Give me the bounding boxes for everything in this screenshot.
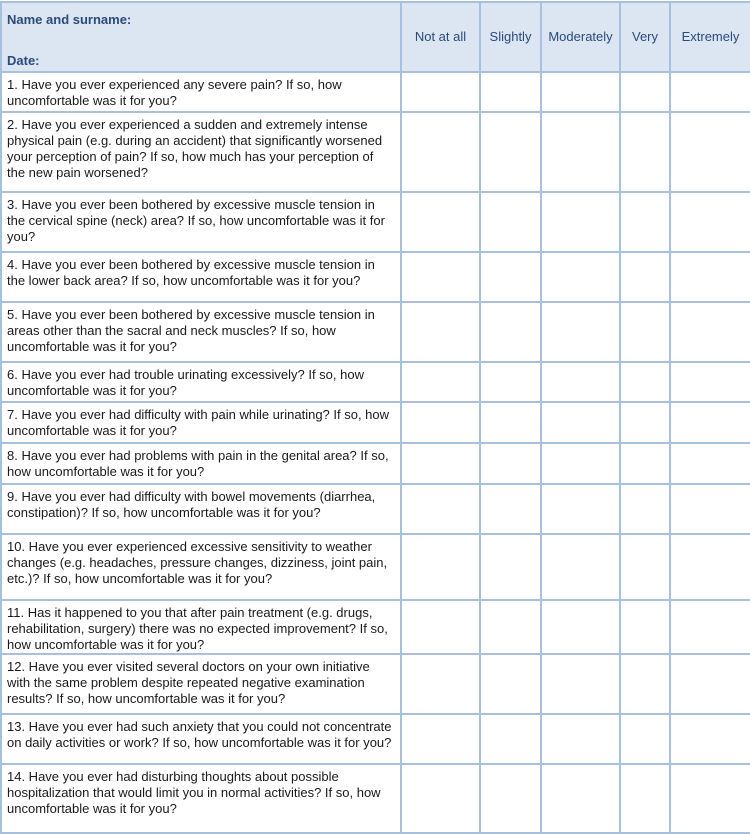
column-very: Very (620, 2, 670, 72)
question-row (1, 72, 750, 112)
answer-cell-slightly[interactable] (480, 654, 541, 714)
answer-cell-very[interactable] (620, 72, 670, 112)
answer-cell-moderately[interactable] (541, 534, 620, 600)
answer-cell-extremely[interactable] (670, 764, 750, 833)
answer-cell-moderately[interactable] (541, 402, 620, 443)
answer-cell-extremely[interactable] (670, 600, 750, 654)
questionnaire-table (0, 1, 750, 834)
answer-cell-slightly[interactable] (480, 72, 541, 112)
date-label: Date: (7, 53, 40, 68)
answer-cell-not-at-all[interactable] (401, 600, 480, 654)
answer-cell-slightly[interactable] (480, 192, 541, 252)
name-date-cell[interactable] (1, 2, 401, 72)
question-text: 13. Have you ever had such anxiety that you could not concentrate on daily activities or work? If so, how uncomfortable was it for you? (1, 714, 401, 764)
answer-cell-extremely[interactable] (670, 534, 750, 600)
answer-cell-very[interactable] (620, 362, 670, 402)
answer-cell-slightly[interactable] (480, 484, 541, 534)
question-text: 1. Have you ever experienced any severe pain? If so, how uncomfortable was it for you? (1, 72, 401, 112)
question-row (1, 764, 750, 833)
answer-cell-moderately[interactable] (541, 362, 620, 402)
answer-cell-slightly[interactable] (480, 252, 541, 302)
answer-cell-not-at-all[interactable] (401, 252, 480, 302)
answer-cell-not-at-all[interactable] (401, 534, 480, 600)
answer-cell-very[interactable] (620, 600, 670, 654)
answer-cell-not-at-all[interactable] (401, 302, 480, 362)
question-text: 5. Have you ever been bothered by excessive muscle tension in areas other than the sacral and neck muscles? If so, how uncomfortable was it for you? (1, 302, 401, 362)
answer-cell-extremely[interactable] (670, 72, 750, 112)
answer-cell-slightly[interactable] (480, 534, 541, 600)
question-row (1, 443, 750, 484)
answer-cell-very[interactable] (620, 112, 670, 192)
answer-cell-very[interactable] (620, 443, 670, 484)
question-text: 7. Have you ever had difficulty with pain while urinating? If so, how uncomfortable was it for you? (1, 402, 401, 443)
question-row (1, 192, 750, 252)
answer-cell-slightly[interactable] (480, 600, 541, 654)
question-text: 12. Have you ever visited several doctors on your own initiative with the same problem despite repeated negative examination results? If so, how uncomfortable was it for you? (1, 654, 401, 714)
answer-cell-moderately[interactable] (541, 764, 620, 833)
question-row (1, 600, 750, 654)
answer-cell-very[interactable] (620, 714, 670, 764)
answer-cell-moderately[interactable] (541, 112, 620, 192)
answer-cell-not-at-all[interactable] (401, 654, 480, 714)
question-text: 6. Have you ever had trouble urinating excessively? If so, how uncomfortable was it for you? (1, 362, 401, 402)
answer-cell-moderately[interactable] (541, 600, 620, 654)
column-slightly: Slightly (480, 2, 541, 72)
answer-cell-not-at-all[interactable] (401, 443, 480, 484)
answer-cell-not-at-all[interactable] (401, 72, 480, 112)
question-row (1, 484, 750, 534)
question-text: 8. Have you ever had problems with pain in the genital area? If so, how uncomfortable was it for you? (1, 443, 401, 484)
question-row (1, 402, 750, 443)
answer-cell-slightly[interactable] (480, 302, 541, 362)
answer-cell-moderately[interactable] (541, 302, 620, 362)
question-row (1, 252, 750, 302)
answer-cell-slightly[interactable] (480, 443, 541, 484)
name-label: Name and surname: (7, 12, 132, 27)
answer-cell-extremely[interactable] (670, 443, 750, 484)
answer-cell-slightly[interactable] (480, 402, 541, 443)
answer-cell-very[interactable] (620, 192, 670, 252)
answer-cell-slightly[interactable] (480, 112, 541, 192)
answer-cell-extremely[interactable] (670, 402, 750, 443)
answer-cell-not-at-all[interactable] (401, 112, 480, 192)
question-text: 3. Have you ever been bothered by excessive muscle tension in the cervical spine (neck) area? If so, how uncomfortable was it for you? (1, 192, 401, 252)
answer-cell-extremely[interactable] (670, 112, 750, 192)
answer-cell-extremely[interactable] (670, 362, 750, 402)
column-extremely: Extremely (670, 2, 750, 72)
question-text: 9. Have you ever had difficulty with bowel movements (diarrhea, constipation)? If so, how uncomfortable was it for you? (1, 484, 401, 534)
answer-cell-moderately[interactable] (541, 484, 620, 534)
answer-cell-slightly[interactable] (480, 362, 541, 402)
answer-cell-moderately[interactable] (541, 72, 620, 112)
answer-cell-very[interactable] (620, 302, 670, 362)
answer-cell-not-at-all[interactable] (401, 764, 480, 833)
header-row (1, 2, 750, 72)
question-row (1, 302, 750, 362)
answer-cell-very[interactable] (620, 654, 670, 714)
answer-cell-extremely[interactable] (670, 484, 750, 534)
question-row (1, 714, 750, 764)
answer-cell-very[interactable] (620, 402, 670, 443)
column-moderately: Moderately (541, 2, 620, 72)
answer-cell-extremely[interactable] (670, 192, 750, 252)
question-text: 10. Have you ever experienced excessive sensitivity to weather changes (e.g. headaches, pressure changes, dizziness, joint pain, etc.)? If so, how uncomfortable was it for you? (1, 534, 401, 600)
answer-cell-moderately[interactable] (541, 714, 620, 764)
question-text: 11. Has it happened to you that after pain treatment (e.g. drugs, rehabilitation, surgery) there was no expected improvement? If so, how uncomfortable was it for you? (1, 600, 401, 654)
answer-cell-moderately[interactable] (541, 654, 620, 714)
answer-cell-extremely[interactable] (670, 252, 750, 302)
answer-cell-slightly[interactable] (480, 714, 541, 764)
question-text: 4. Have you ever been bothered by excessive muscle tension in the lower back area? If so, how uncomfortable was it for you? (1, 252, 401, 302)
answer-cell-not-at-all[interactable] (401, 484, 480, 534)
question-row (1, 112, 750, 192)
answer-cell-moderately[interactable] (541, 192, 620, 252)
question-text: 14. Have you ever had disturbing thoughts about possible hospitalization that would limit you in normal activities? If so, how uncomfortable was it for you? (1, 764, 401, 833)
answer-cell-very[interactable] (620, 252, 670, 302)
answer-cell-slightly[interactable] (480, 764, 541, 833)
answer-cell-moderately[interactable] (541, 443, 620, 484)
column-not-at-all: Not at all (401, 2, 480, 72)
question-text: 2. Have you ever experienced a sudden and extremely intense physical pain (e.g. during an accident) that significantly worsened your perception of pain? If so, how much has your perception of the new pain worsened? (1, 112, 401, 192)
answer-cell-not-at-all[interactable] (401, 362, 480, 402)
answer-cell-very[interactable] (620, 484, 670, 534)
answer-cell-moderately[interactable] (541, 252, 620, 302)
answer-cell-extremely[interactable] (670, 714, 750, 764)
answer-cell-not-at-all[interactable] (401, 714, 480, 764)
answer-cell-extremely[interactable] (670, 654, 750, 714)
question-row (1, 654, 750, 714)
answer-cell-extremely[interactable] (670, 302, 750, 362)
question-row (1, 362, 750, 402)
answer-cell-very[interactable] (620, 764, 670, 833)
answer-cell-not-at-all[interactable] (401, 402, 480, 443)
question-row (1, 534, 750, 600)
answer-cell-very[interactable] (620, 534, 670, 600)
answer-cell-not-at-all[interactable] (401, 192, 480, 252)
